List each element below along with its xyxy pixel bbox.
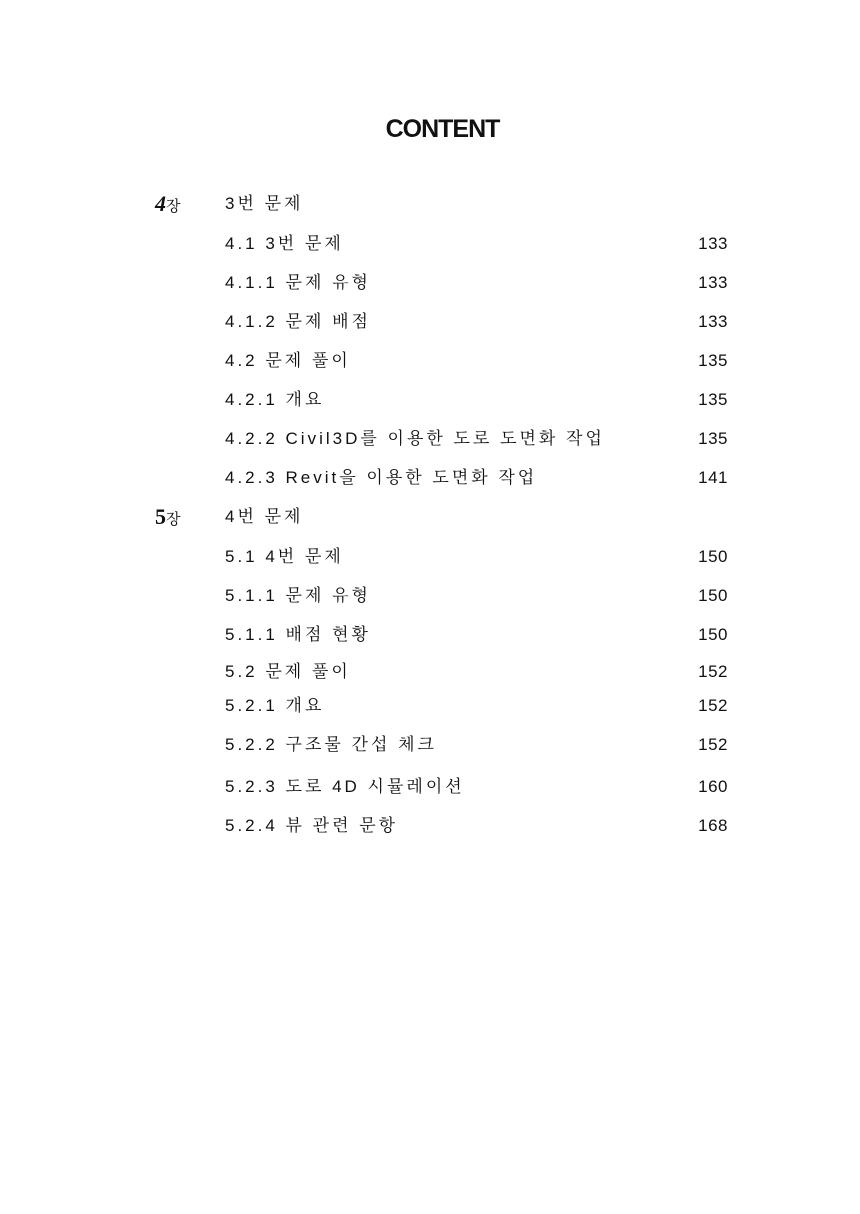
toc-entry-label: 4.1 3번 문제 [225, 234, 344, 253]
chapter-number: 5 [155, 504, 166, 529]
toc-entry-page: 133 [698, 234, 728, 253]
toc-entry-page: 133 [698, 312, 728, 331]
toc-entry[interactable] [0, 775, 860, 799]
chapter-suffix: 장 [166, 511, 181, 528]
toc-entry-label: 5.1.1 배점 현황 [225, 625, 371, 644]
toc-entry[interactable] [0, 814, 860, 838]
toc-entry-page: 135 [698, 390, 728, 409]
toc-entry[interactable] [0, 466, 860, 490]
chapter-title: 4번 문제 [225, 507, 304, 526]
toc-entry-page: 168 [698, 816, 728, 835]
toc-entry-label: 5.2 문제 풀이 [225, 662, 351, 681]
toc-entry[interactable] [0, 623, 860, 647]
toc-entry-page: 135 [698, 351, 728, 370]
toc-entry[interactable] [0, 694, 860, 718]
toc-entry-page: 150 [698, 547, 728, 566]
toc-entry-label: 4.2.1 개요 [225, 390, 325, 409]
toc-entry[interactable] [0, 545, 860, 569]
toc-entry-page: 150 [698, 586, 728, 605]
chapter-suffix: 장 [166, 198, 181, 215]
toc-entry-label: 5.2.4 뷰 관련 문항 [225, 816, 399, 835]
toc-entry[interactable] [0, 584, 860, 608]
toc-entry-label: 4.1.2 문제 배점 [225, 312, 371, 331]
chapter-number: 4 [155, 191, 166, 216]
document-title: CONTENT [385, 115, 500, 143]
toc-entry-page: 133 [698, 273, 728, 292]
toc-entry-label: 5.1.1 문제 유형 [225, 586, 371, 605]
toc-entry[interactable] [0, 660, 860, 684]
chapter-title: 3번 문제 [225, 194, 304, 213]
toc-entry-page: 141 [698, 468, 728, 487]
toc-entry-label: 4.2.3 Revit을 이용한 도면화 작업 [225, 468, 538, 487]
toc-entry[interactable] [0, 733, 860, 757]
toc-entry[interactable] [0, 388, 860, 412]
toc-entry-page: 160 [698, 777, 728, 796]
toc-entry-label: 4.2.2 Civil3D를 이용한 도로 도면화 작업 [225, 429, 605, 448]
chapter-heading [0, 192, 860, 216]
toc-entry[interactable] [0, 310, 860, 334]
toc-entry-label: 5.2.1 개요 [225, 696, 325, 715]
toc-entry[interactable] [0, 232, 860, 256]
toc-entry-page: 150 [698, 625, 728, 644]
toc-entry[interactable] [0, 271, 860, 295]
toc-entry-label: 4.2 문제 풀이 [225, 351, 351, 370]
chapter-label [155, 505, 181, 532]
toc-entry-page: 152 [698, 662, 728, 681]
toc-entry[interactable] [0, 427, 860, 451]
toc-entry-page: 152 [698, 735, 728, 754]
chapter-label [155, 192, 181, 219]
toc-entry[interactable] [0, 349, 860, 373]
toc-entry-label: 4.1.1 문제 유형 [225, 273, 371, 292]
toc-entry-label: 5.2.3 도로 4D 시뮬레이션 [225, 777, 465, 796]
toc-entry-page: 135 [698, 429, 728, 448]
toc-entry-label: 5.1 4번 문제 [225, 547, 344, 566]
toc-entry-label: 5.2.2 구조물 간섭 체크 [225, 735, 437, 754]
chapter-heading [0, 505, 860, 529]
toc-entry-page: 152 [698, 696, 728, 715]
